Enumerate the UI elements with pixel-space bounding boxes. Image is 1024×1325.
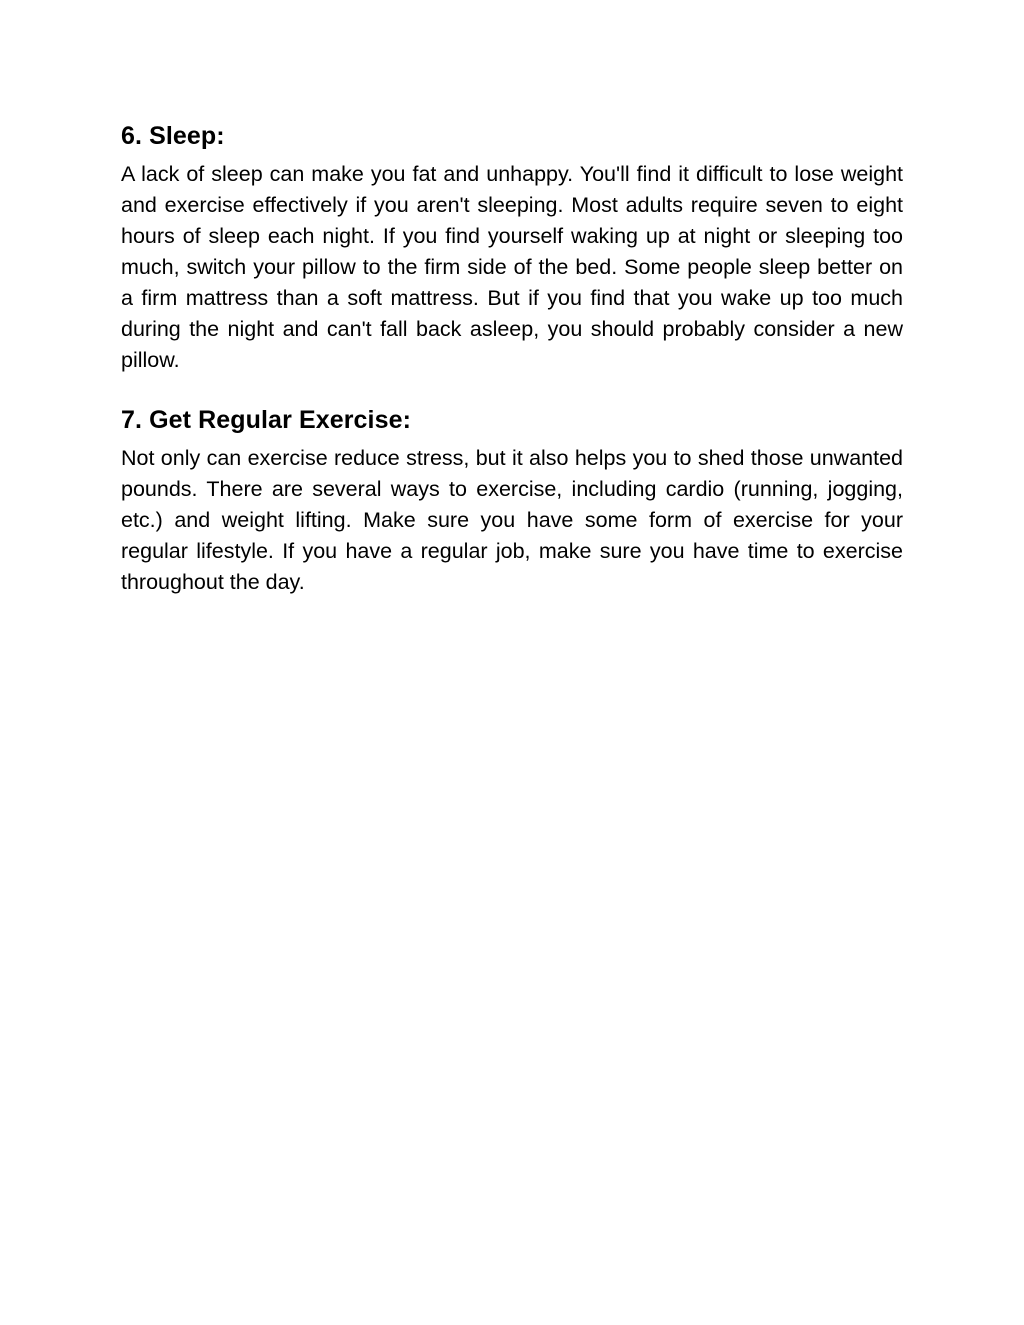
section-heading: 6. Sleep: (121, 122, 225, 150)
section-sleep (121, 119, 903, 376)
document-content (121, 119, 903, 598)
section-paragraph: A lack of sleep can make you fat and unhappy. You'll find it difficult to lose weight and exercise effectively if you aren't sleeping. Most adults require seven to eight hours of sleep each night. If you find yourself waking up at night or sleeping too much, switch your pillow to the firm side of the bed. Some people sleep better on a firm mattress than a soft mattress. But if you find that you wake up too much during the night and can't fall back asleep, you should probably consider a new pillow. (121, 162, 903, 372)
section-paragraph: Not only can exercise reduce stress, but it also helps you to shed those unwanted pounds. There are several ways to exercise, including cardio (running, jogging, etc.) and weight lifting. Make sure you have some form of exercise for your regular lifestyle. If you have a regular job, make sure you have time to exercise throughout the day. (121, 446, 903, 594)
section-heading: 7. Get Regular Exercise: (121, 406, 412, 434)
section-get-regular-exercise (121, 403, 903, 598)
